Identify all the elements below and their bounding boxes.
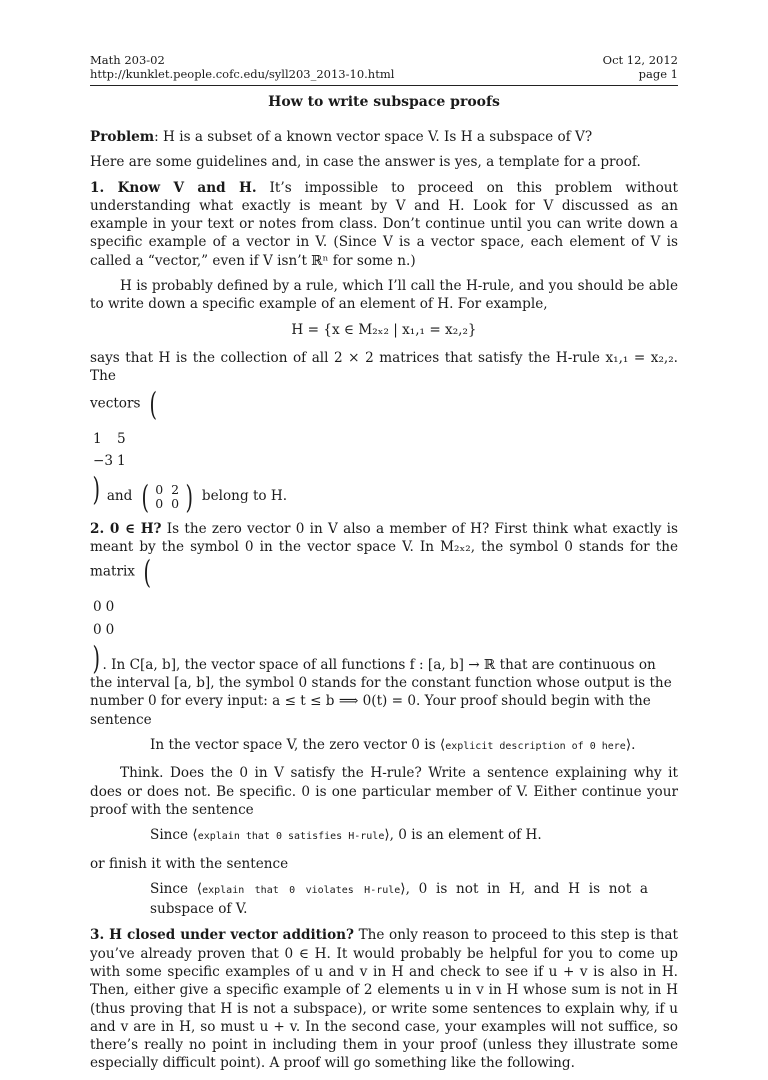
section3-text: The only reason to proceed to this step is that you’ve already proven that 0 ∈ H. It would probably be helpful for you to come up with some specific examples of u and v in H and check to see if u + v is also in H. Then, either give a specific example of 2 elements u in v in H whose sum is not in H (thus proving that H is not a subspace), or write some sentences to explain why, if u and v are in H, so must u + v. In the second case, your examples will not suffice, so there’s really no point in including them in your proof (unless they illustrate some especially difficult point). A proof will go something like the following.	[90, 927, 678, 1072]
section1-vectors-line	[90, 384, 678, 423]
section1-example-text: says that H is the collection of all 2 × 2 matrices that satisfy the H-rule x₁,₁ = x₂,₂. The	[90, 349, 678, 385]
section2-or-paragraph: or finish it with the sentence	[90, 855, 289, 872]
matrix-b-cell: 0	[155, 495, 164, 511]
intro-paragraph: Here are some guidelines and, in case the answer is yes, a template for a proof.	[90, 154, 641, 171]
section1-text: It’s impossible to proceed on this problem without understanding what exactly is meant by V and H. Look for V discussed as an example in your text or notes from class. Don’t continue until you can write down a specific example of a vector in V. (Since V is a vector space, each element of V is called a “vector,” even if V isn’t ℝⁿ for some n.)	[90, 179, 678, 269]
section2-think-paragraph: Think. Does the 0 in V satisfy the H-rule? Write a sentence explaining why it does or does not. Be specific. 0 is one particular member of V. Either continue your proof with the sentence	[90, 765, 678, 818]
page-title: How to write subspace proofs	[268, 94, 500, 110]
zero-matrix-cell: 0	[105, 599, 115, 616]
section1-heading: 1. Know V and H.	[90, 179, 257, 196]
matrix-b: ( 0 2 0 0 )	[141, 477, 194, 516]
template-3-placeholder: explain that 0 violates H-rule	[202, 884, 401, 896]
section1-example-paragraph	[90, 349, 678, 386]
zero-matrix-cell: 0	[93, 621, 102, 638]
matrix-b-cell: 0	[171, 495, 180, 511]
document-body: Problem: H is a subset of a known vector space V. Is H a subspace of V? Here are some guidelines and, in case the answer is yes, a template for a proof. 1. Know V and H. It’s impossible to proceed on this problem without understanding what exactly is meant by V and H. Look for V discussed as an example in your text or notes from class. Don’t continue until you can write down a specific example of a vector in V. (Since V is a vector space, each element of V is called a “vector,” even if V isn’t ℝⁿ for some n.) H is probably defined by a rule, which I’ll call the H-rule, and you should be able to write down a specific example of an element of H. For example, H = {x ∈ M₂ₓ₂ | x₁,₁ = x₂,₂} says that H is the collection of all 2 × 2 matrices that satisfy the H-rule x₁,₁ = x₂,₂. The vectors ( 1 5 −3 1 ) and ( 0 2 0 0 ) belong to H. 2. 0 ∈ H? Is the zero vector 0 in V also a member of H? First think what exactly is meant by the symbol 0 in the vector space V. In M₂ₓ₂, the symbol 0 stands for the matrix ( 0 0 0 0 ) . In C[a, b], the vector space of all functions f : [a, b] → ℝ that are continuous on the interval [a, b], the symbol 0 stands for the constant function whose output is the number 0 for every input: a ≤ t ≤ b ⟹ 0(t) = 0. Your proof should begin with the sentence In the vector space V, the zero vector 0 is ⟨explicit description of 0 here⟩. Think. Does the 0 in V satisfy the H-rule? Write a sentence explaining why it does or does not. Be specific. 0 is one particular member of V. Either continue your proof with the sentence Since ⟨explain that 0 satisfies H-rule⟩, 0 is an element of H. or finish it with the sentence Since ⟨explain that 0 violates H-rule⟩, 0 is not in H, and H is not a subspace of V. 3. H closed under vector addition? The only reason to proceed to this step is that you’ve already proven that 0 ∈ H. It would probably be helpful for you to come up with some specific examples of u and v in H and check to see if u + v is also in H. Then, either give a specific example of 2 elements u in v in H whose sum is not in H (thus proving that H is not a subspace), or write some sentences to explain why, if u and v are in H, so must u + v. In the second case, your examples will not suffice, so there’s really no point in including them in your proof (unless they illustrate some especially difficult point). A proof will go something like the following.	[90, 129, 678, 1072]
belong-text: belong to H.	[201, 488, 288, 505]
template-1-text: In the vector space V, the zero vector 0 is ⟨	[150, 737, 446, 754]
section2-text-a: Is the zero vector 0 in V also a member of H? First think what exactly is meant by the symbol 0 in the vector space V. In M₂ₓ₂, the symbol 0 stands for the matrix	[90, 520, 678, 580]
zero-matrix-cell: 0	[105, 621, 115, 638]
template-3-post: ⟩, 0 is not in H, and H is not a subspace of V.	[150, 880, 648, 918]
matrix-a-cell: 1	[93, 430, 102, 447]
template-2-placeholder: explain that 0 satisfies H-rule	[197, 831, 385, 843]
page-header	[90, 53, 678, 81]
and-word: and	[106, 488, 133, 505]
zero-matrix-cell: 0	[93, 599, 102, 616]
problem-statement	[90, 128, 678, 146]
matrix-a-cell: 5	[117, 430, 126, 447]
zero-matrix: (	[143, 553, 152, 592]
section3-paragraph	[90, 926, 678, 1072]
matrix-a-cell: −3	[93, 452, 114, 469]
problem-text: : H is a subset of a known vector space V. Is H a subspace of V?	[154, 129, 593, 145]
template-2-post: ⟩, 0 is an element of H.	[384, 827, 542, 844]
section2-heading: 2. 0 ∈ H?	[90, 520, 162, 537]
template-1-placeholder: explicit description of 0 here	[445, 741, 626, 753]
matrix-a-cell: 1	[117, 452, 126, 469]
date-label: Oct 12, 2012	[602, 53, 678, 67]
matrix-b-cell: 2	[171, 481, 180, 497]
course-label: Math 203-02	[90, 53, 165, 67]
template-sentence-3	[150, 880, 648, 919]
section3-heading: 3. H closed under vector addition?	[90, 927, 354, 944]
header-rule	[90, 85, 678, 86]
set-definition: H = {x ∈ M₂ₓ₂ | x₁,₁ = x₂,₂}	[291, 321, 477, 338]
url-label: http://kunklet.people.cofc.edu/syll203_2013-10.html	[90, 67, 395, 81]
template-3-pre: Since ⟨	[150, 880, 203, 897]
matrix-a: (	[149, 384, 157, 423]
section1-hrule-paragraph: H is probably defined by a rule, which I’ll call the H-rule, and you should be able to write down a specific example of an element of H. For example,	[90, 278, 678, 313]
template-2-pre: Since ⟨	[150, 827, 198, 844]
template-sentence-1	[150, 736, 648, 756]
matrix-b-cell: 0	[155, 481, 164, 497]
section2-paragraph	[90, 520, 678, 592]
problem-label: Problem	[90, 129, 155, 145]
page-number: page 1	[638, 67, 678, 81]
template-sentence-2	[150, 826, 648, 846]
section1-paragraph	[90, 179, 678, 270]
vectors-word: vectors	[90, 395, 141, 412]
template-1-end: ⟩.	[625, 737, 636, 754]
section2-text-b: . In C[a, b], the vector space of all functions f : [a, b] → ℝ that are continuous on the interval [a, b], the symbol 0 stands for the constant function whose output is the number 0 for every input: a ≤ t ≤ b ⟹ 0(t) = 0. Your proof should begin with the sentence	[90, 656, 672, 728]
